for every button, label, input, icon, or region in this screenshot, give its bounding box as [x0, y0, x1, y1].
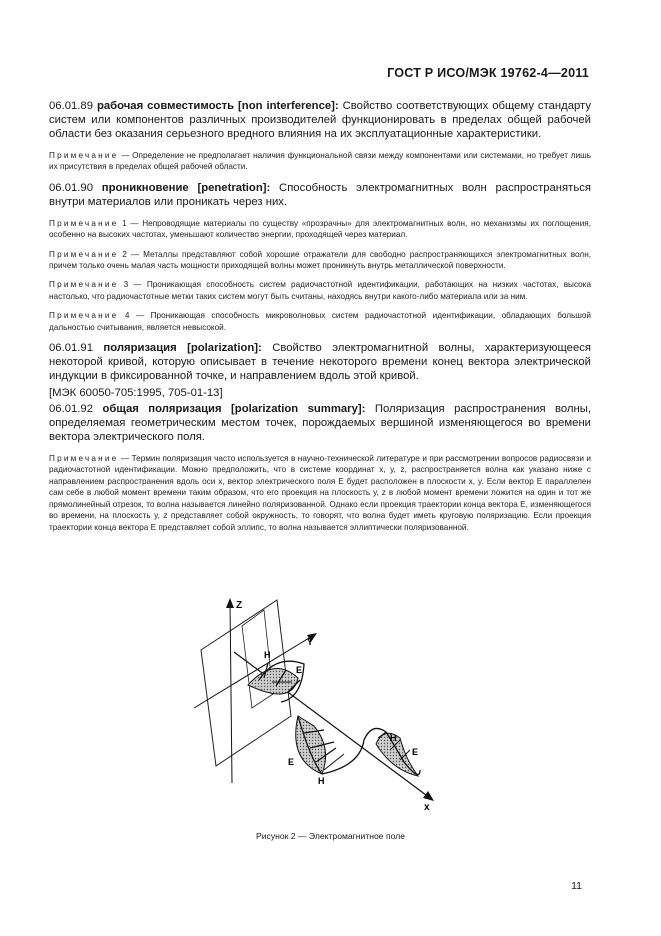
electromagnetic-field-figure — [164, 598, 464, 814]
note — [49, 310, 591, 333]
figure-caption: Рисунок 2 — Электромагнитное поле — [255, 831, 406, 841]
entry-06-01-89 — [49, 99, 591, 141]
label-e-3: E — [412, 747, 419, 757]
note-label: Примечание — [49, 311, 119, 321]
entry-06-01-91 — [49, 341, 591, 383]
note — [49, 150, 591, 173]
entry-definition: Свойство электромагнитной волны, характеризующееся некоторой кривой, которую описывает в течение некоторого времени конец вектора электрической индукции в фиксированной точке, и направлением вдоль этой кривой. — [49, 342, 592, 383]
note-text: 1 — Непроводящие материалы по существу «прозрачны» для электромагнитных волн, но механизмы их поглощения, особенно на высоких частотах, уменьшают количество энергии, проходящей через материал. — [49, 218, 591, 240]
label-e-1: E — [296, 665, 303, 675]
note — [49, 279, 591, 302]
z-axis-arrow — [226, 598, 234, 608]
note-text: 2 — Металлы представляют собой хорошие отражатели для свободно распространяющихся электромагнитных волн, причем только очень малая часть мощности приходящей волны может проникнуть внутрь металлической поверхности. — [49, 249, 591, 271]
note-label: Примечание — [49, 151, 119, 160]
note-label: Примечание — [49, 249, 119, 259]
label-h-3: H — [390, 733, 397, 743]
note — [49, 249, 591, 272]
entry-number: 06.01.90 — [49, 181, 93, 194]
note — [49, 218, 591, 241]
z-axis-label: Z — [236, 600, 243, 611]
entry-06-01-92 — [49, 402, 591, 444]
y-axis-label: Y — [307, 637, 314, 647]
entry-definition: Поляризация распространения волны, определяемая геометрическим местом точек, порождаемых вершиной изменяющегося во времени вектора электрического поля. — [49, 403, 592, 444]
entry-term: рабочая совместимость [non interference]: — [96, 100, 339, 112]
entry-06-01-90 — [49, 181, 591, 209]
entry-definition: Свойство соответствующих общему стандарту систем или компонентов различных производителей функционировать в пределах общей рабочей области без оказания серьезного вредного влияния на их эксплуатационные характеристики. — [49, 100, 592, 140]
x-axis-arrow — [423, 791, 434, 801]
label-e-2: E — [288, 757, 295, 767]
page-number: 11 — [571, 880, 582, 892]
note-label: Примечание — [49, 454, 119, 464]
entry-number: 06.01.91 — [49, 342, 93, 355]
x-axis-label: x — [424, 802, 430, 813]
entry-definition: Способность электромагнитных волн распространяться внутри материалов или проникать через них. — [49, 181, 591, 208]
note — [49, 453, 591, 533]
label-h-1: H — [264, 650, 271, 660]
entry-number: 06.01.92 — [49, 403, 93, 416]
wave-diagram — [164, 598, 464, 814]
note-label: Примечание — [49, 218, 119, 228]
entry-reference: [МЭК 60050-705:1995, 705-01-13] — [49, 387, 223, 400]
note-text: 4 — Проникающая способность микроволновых систем радиочастотной идентификации, обладающих большой дальностью считывания, является невысокой. — [49, 311, 591, 332]
note-text: — Определение не предполагает наличия функциональной связи между компонентами или системами, но требует лишь их присутствия в пределах общей рабочей области. — [49, 151, 591, 172]
note-text: 3 — Проникающая способность систем радиочастотной идентификации, работающих на низких частотах, высока настолько, что радиочастотные метки таких систем могут быть считаны, находясь внутри какого-либо материала или за ним. — [49, 280, 591, 301]
document-body — [49, 99, 591, 541]
entry-term: общая поляризация [polarization summary]: — [102, 403, 366, 416]
label-h-2: H — [318, 776, 325, 786]
document-header: ГОСТ Р ИСО/МЭК 19762-4—2011 — [387, 66, 589, 80]
entry-number: 06.01.89 — [49, 100, 93, 112]
note-text: — Термин поляризация часто используется в научно-технической литературе и при рассмотрении вопросов радиосвязи и радиочастотной идентификации. Можно предположить, что в системе координат x, y, z, распространяется волна как указано ниже с направлением распространения вдоль оси x, вектор электрического поля E будет расположен в плоскости x, y. Если вектор E параллелен сам себе в любой момент времени таким образом, что его проекция на плоскость y, z в любой момент времени ложится на один и тот же прямолинейный отрезок, то волна называется линейно поляризованной. Однако если проекция траектории конца вектора E, изменяющегося во времени, на плоскость y, z представляет собой окружность, то говорят, что волна будет иметь круговую поляризацию. Если проекция траектории конца вектора E представляет собой эллипс, то волна называется эллиптически поляризованной. — [49, 454, 591, 532]
entry-term: поляризация [polarization]: — [103, 342, 262, 355]
entry-term: проникновение [penetration]: — [101, 181, 271, 194]
note-label: Примечание — [49, 280, 119, 290]
